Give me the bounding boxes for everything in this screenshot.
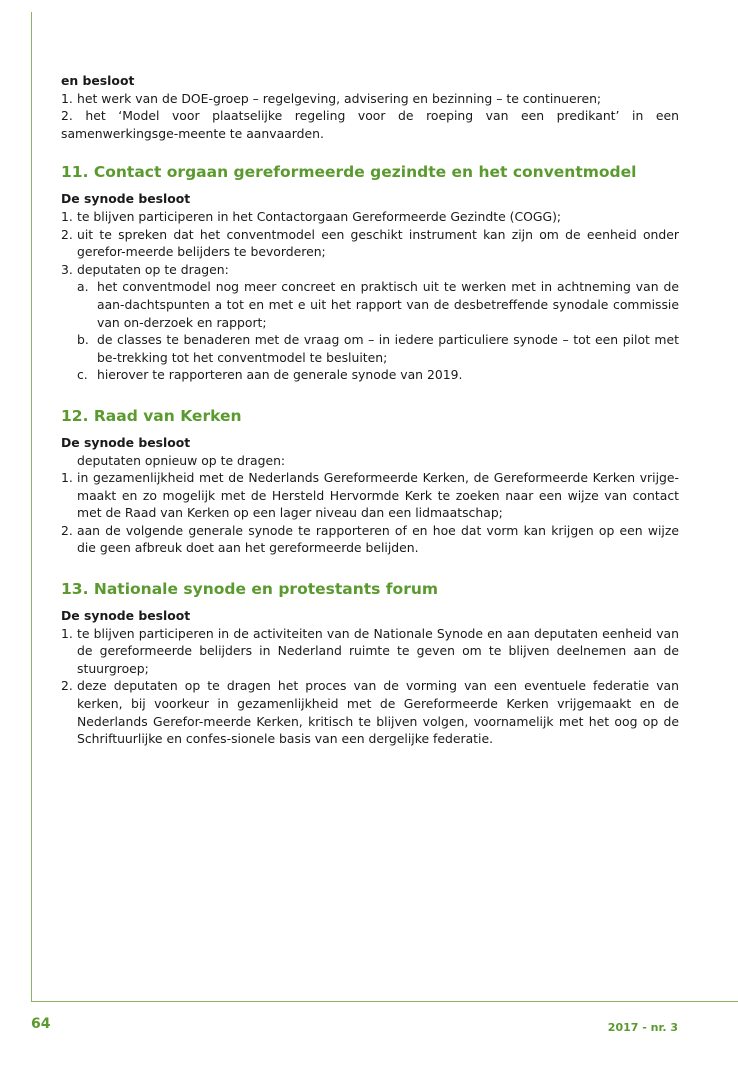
list-item-text: deze deputaten op te dragen het proces van de vorming van een eventuele federatie van kerken, bij voorkeur in gezamenlijkheid met de Gereformeerde Kerken vrijgemaakt en de Nederlands Gerefor-meerde Kerken, kritisch te blijven volgen, voornamelijk met het oog op de Schriftuurlijke en confes-sionele basis van een dergelijke federatie. — [77, 678, 679, 747]
list-item — [61, 677, 679, 747]
list-item-number: 2. — [61, 226, 73, 242]
list-item — [61, 469, 679, 522]
sub-list-item — [61, 366, 679, 384]
sub-list-item-text: hierover te rapporteren aan de generale synode van 2019. — [97, 367, 463, 383]
list-item — [61, 208, 679, 226]
section-13-title: 13. Nationale synode en protestants forum — [61, 580, 439, 599]
list-item-number: 1. — [61, 208, 73, 224]
sub-list-item-letter: c. — [77, 367, 88, 383]
section-12-title: 12. Raad van Kerken — [61, 406, 242, 425]
list-item-text: deputaten op te dragen: — [77, 261, 229, 277]
list-item-number: 2. — [61, 108, 73, 124]
list-item-number: 1. — [61, 90, 73, 106]
footer-rule — [31, 1001, 738, 1002]
sub-list-item-letter: a. — [77, 279, 89, 295]
intro-heading: en besloot — [61, 73, 135, 88]
section-12-subheading: De synode besloot — [61, 434, 191, 450]
page-number: 64 — [31, 1016, 51, 1032]
sub-list-item — [61, 331, 679, 366]
left-margin-rule — [31, 12, 32, 1002]
issue-label: 2017 - nr. 3 — [607, 1021, 678, 1034]
list-item-text: te blijven participeren in de activiteiten van de Nationale Synode en aan deputaten eenheid van de gereformeerde belijders in Nederland ruimte te geven om te blijven deelnemen aan de stuurgroep; — [77, 625, 679, 676]
list-item-text: het werk van de DOE-groep – regelgeving, advisering en bezinning – te continueren; — [77, 90, 602, 106]
list-item-number: 2. — [61, 678, 73, 694]
list-item — [61, 226, 679, 261]
sub-list-item-text: de classes te benaderen met de vraag om – in iedere particuliere synode – tot een pilot met be-trekking tot het conventmodel te besluiten; — [97, 332, 679, 365]
list-item — [61, 90, 679, 108]
sub-list-item-letter: b. — [77, 332, 89, 348]
list-item-number: 1. — [61, 470, 73, 486]
list-item — [61, 625, 679, 678]
list-item-text: te blijven participeren in het Contactorgaan Gereformeerde Gezindte (COGG); — [77, 208, 562, 224]
section-11-title: 11. Contact orgaan gereformeerde gezindte en het conventmodel — [61, 163, 637, 182]
section-13-subheading: De synode besloot — [61, 608, 191, 624]
sub-list-item-text: het conventmodel nog meer concreet en praktisch uit te werken met in achtneming van de aan-dachtspunten a tot en met e uit het rapport van de desbetreffende synodale commissie van on-derzoek en rapport; — [97, 279, 679, 330]
page-content — [61, 72, 679, 748]
list-item — [61, 107, 679, 142]
list-item-text: uit te spreken dat het conventmodel een geschikt instrument kan zijn om de eenheid onder gerefor-meerde belijders te bevorderen; — [77, 226, 679, 260]
list-item-text: aan de volgende generale synode te rapporteren of en hoe dat vorm kan krijgen op een wijze die geen afbreuk doet aan het gereformeerde belijden. — [77, 522, 679, 556]
list-item — [61, 522, 679, 557]
list-item-number: 1. — [61, 625, 73, 641]
section-11-subheading: De synode besloot — [61, 191, 191, 207]
sub-list-item — [61, 278, 679, 331]
list-item-text: in gezamenlijkheid met de Nederlands Gereformeerde Kerken, de Gereformeerde Kerken vrijge-maakt en zo mogelijk met de Hersteld Hervormde Kerk te zoeken naar een wijze van contact met de Raad van Kerken op een lager niveau dan een lidmaatschap; — [77, 470, 679, 521]
list-item-number: 3. — [61, 261, 73, 277]
list-item — [61, 261, 679, 279]
list-item-number: 2. — [61, 522, 73, 538]
list-item-text: het ‘Model voor plaatselijke regeling voor de roeping van een predikant’ in een samenwerkingsge-meente te aanvaarden. — [61, 108, 679, 141]
section-12-lead: deputaten opnieuw op te dragen: — [77, 452, 286, 468]
